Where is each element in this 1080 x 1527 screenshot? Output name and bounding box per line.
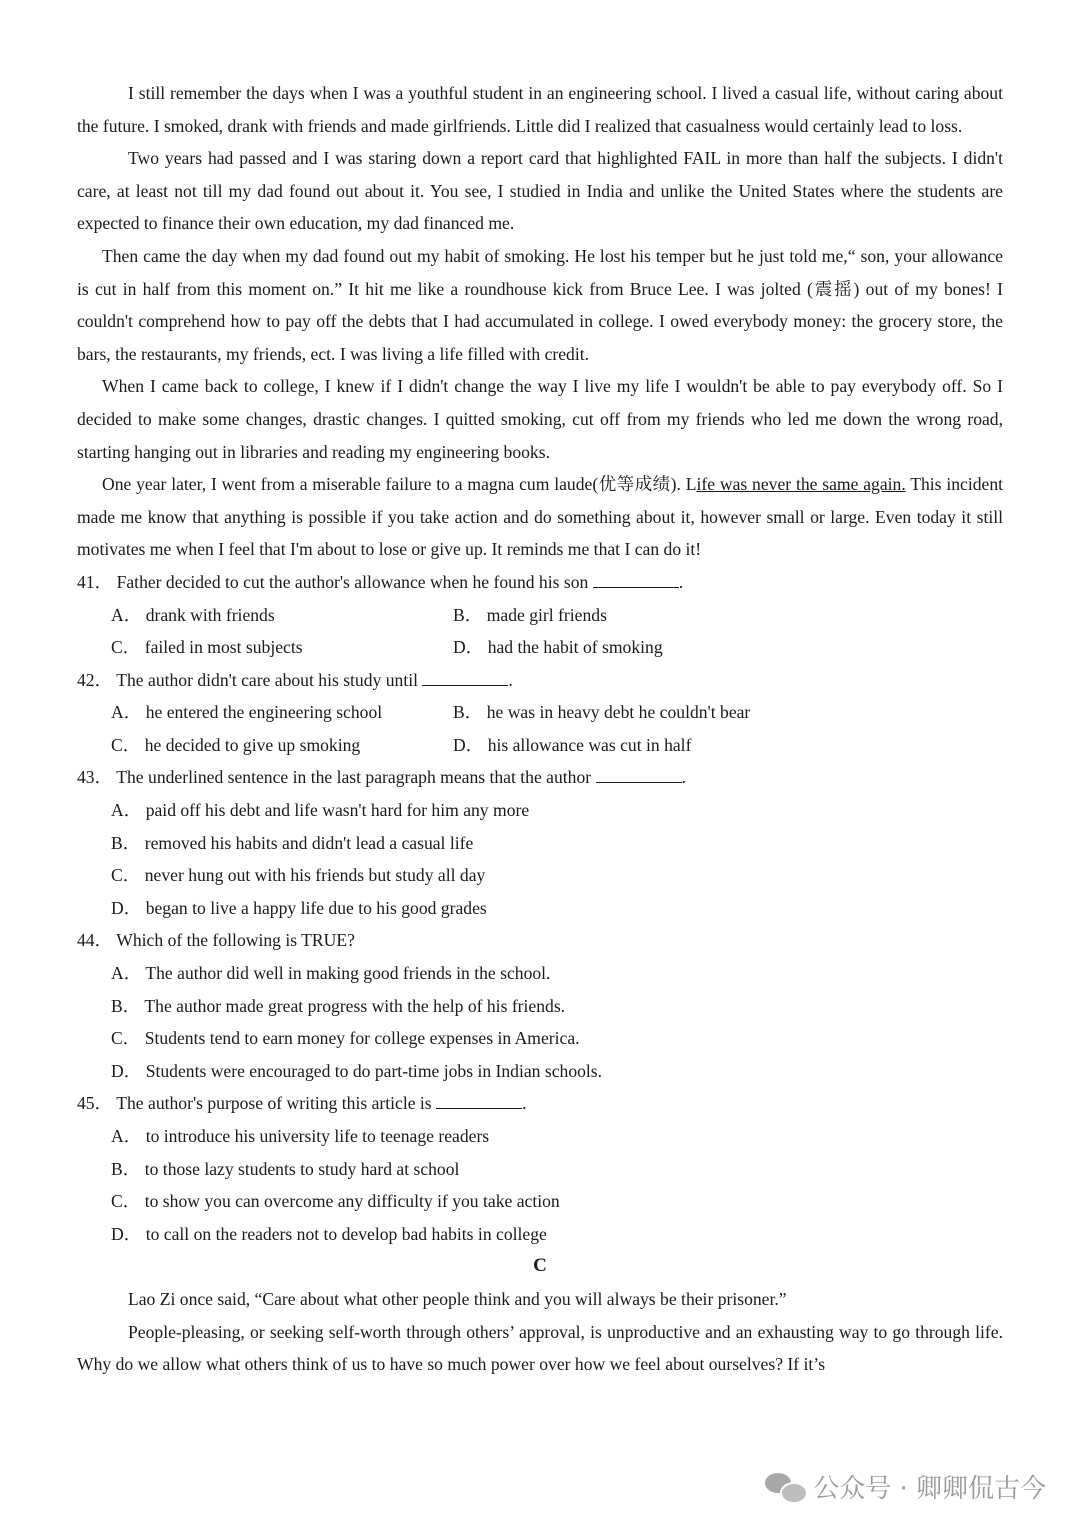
passage-paragraph-2: Two years had passed and I was staring down a report card that highlighted FAIL in more than half the subjects. I didn't care, at least not till my dad found out about it. You see, I studied in India and unlike the United States where the students are expected to finance their own education, my dad financed me.: [77, 148, 1003, 234]
answer-blank: [593, 571, 679, 588]
answer-blank: [422, 669, 508, 686]
paragraph-5-text-start: One year later, I went from a miserable failure to a magna cum laude(优等成绩). L: [102, 474, 697, 495]
option-b: B． made girl friends: [453, 604, 607, 625]
question-41-stem: [77, 566, 1003, 599]
option-b: B． removed his habits and didn't lead a casual life: [111, 832, 474, 853]
options-row: [77, 631, 1003, 664]
question-41: [77, 566, 1003, 664]
option-d: D． Students were encouraged to do part-time jobs in Indian schools.: [111, 1060, 603, 1081]
option-b: B． he was in heavy debt he couldn't bear: [453, 702, 751, 723]
question-45: [77, 1087, 1003, 1250]
question-44-stem: 44． Which of the following is TRUE?: [77, 930, 355, 951]
question-44: [77, 924, 1003, 1087]
question-42-end: .: [508, 669, 513, 690]
watermark: [765, 1468, 1046, 1505]
question-43-text: 43． The underlined sentence in the last paragraph means that the author: [77, 767, 596, 788]
paragraph-5-text-end: This incident made me know that anything is possible if you take action and do something about it, however small or large. Even today it still motivates me when I feel that I'm about to lose or give up. It reminds me that I can do it!: [77, 474, 1004, 560]
underlined-sentence: ife was never the same again.: [696, 474, 906, 495]
question-43: [77, 761, 1003, 924]
option-c: C． he decided to give up smoking: [111, 734, 361, 755]
options-row: [77, 696, 1003, 729]
option-c: C． failed in most subjects: [111, 637, 303, 658]
question-43-end: .: [681, 767, 686, 788]
passage-paragraph-3: Then came the day when my dad found out my habit of smoking. He lost his temper but he just told me,“ son, your allowance is cut in half from this moment on.” It hit me like a roundhouse kick from Bruce Lee. I was jolted (震摇) out of my bones! I couldn't comprehend how to pay off the debts that I had accumulated in college. I owed everybody money: the grocery store, the bars, the restaurants, my friends, ect. I was living a life filled with credit.: [77, 245, 1003, 364]
question-41-text: 41． Father decided to cut the author's allowance when he found his son: [77, 571, 593, 592]
question-42: [77, 664, 1003, 762]
passage-paragraph-1: I still remember the days when I was a youthful student in an engineering school. I lived a casual life, without caring about the future. I smoked, drank with friends and made girlfriends. Little did I realized that casualness would certainly lead to loss.: [77, 83, 1003, 136]
option-d: D． had the habit of smoking: [453, 637, 663, 658]
answer-blank: [596, 766, 682, 783]
option-c: C． to show you can overcome any difficulty if you take action: [111, 1191, 560, 1212]
options-row: [77, 729, 1003, 762]
question-41-end: .: [678, 571, 684, 592]
question-45-text: 45． The author's purpose of writing this article is: [77, 1093, 437, 1114]
option-b: B． to those lazy students to study hard at school: [111, 1158, 460, 1179]
question-45-stem: [77, 1087, 1003, 1120]
options-row: [77, 599, 1003, 632]
passage-paragraph-4: When I came back to college, I knew if I didn't change the way I live my life I wouldn't be able to pay everybody off. So I decided to make some changes, drastic changes. I quitted smoking, cut off from my friends who led me down the wrong road, starting hanging out in libraries and reading my engineering books.: [77, 376, 1003, 462]
option-c: C． never hung out with his friends but study all day: [111, 865, 486, 886]
option-d: D． to call on the readers not to develop bad habits in college: [111, 1223, 547, 1244]
section-c-paragraph-2: People-pleasing, or seeking self-worth through others’ approval, is unproductive and an exhausting way to go through life. Why do we allow what others think of us to have so much power over how we feel about ourselves? If it’s: [77, 1321, 1003, 1375]
option-c: C． Students tend to earn money for college expenses in America.: [111, 1028, 580, 1049]
question-43-stem: [77, 761, 1003, 794]
option-a: A． drank with friends: [111, 604, 275, 625]
option-a: A． he entered the engineering school: [111, 702, 383, 723]
section-heading-c: C: [533, 1255, 547, 1277]
answer-blank: [436, 1092, 522, 1109]
question-42-text: 42． The author didn't care about his study until: [77, 669, 423, 690]
option-b: B． The author made great progress with the help of his friends.: [111, 995, 566, 1016]
passage-paragraph-5: [77, 468, 1003, 566]
option-d: D． began to live a happy life due to his good grades: [111, 897, 487, 918]
question-42-stem: [77, 664, 1003, 697]
section-c-paragraph-1: Lao Zi once said, “Care about what other people think and you will always be their prisoner.”: [128, 1288, 787, 1309]
option-d: D． his allowance was cut in half: [453, 734, 692, 755]
document-page: [77, 77, 1003, 1381]
question-45-end: .: [522, 1093, 527, 1114]
option-a: A． to introduce his university life to teenage readers: [111, 1126, 490, 1146]
option-a: A． The author did well in making good friends in the school.: [111, 963, 551, 984]
watermark-text: 公众号 · 卿卿侃古今: [813, 1474, 1046, 1504]
wechat-icon: [765, 1471, 805, 1503]
option-a: A． paid off his debt and life wasn't hard for him any more: [111, 800, 530, 821]
